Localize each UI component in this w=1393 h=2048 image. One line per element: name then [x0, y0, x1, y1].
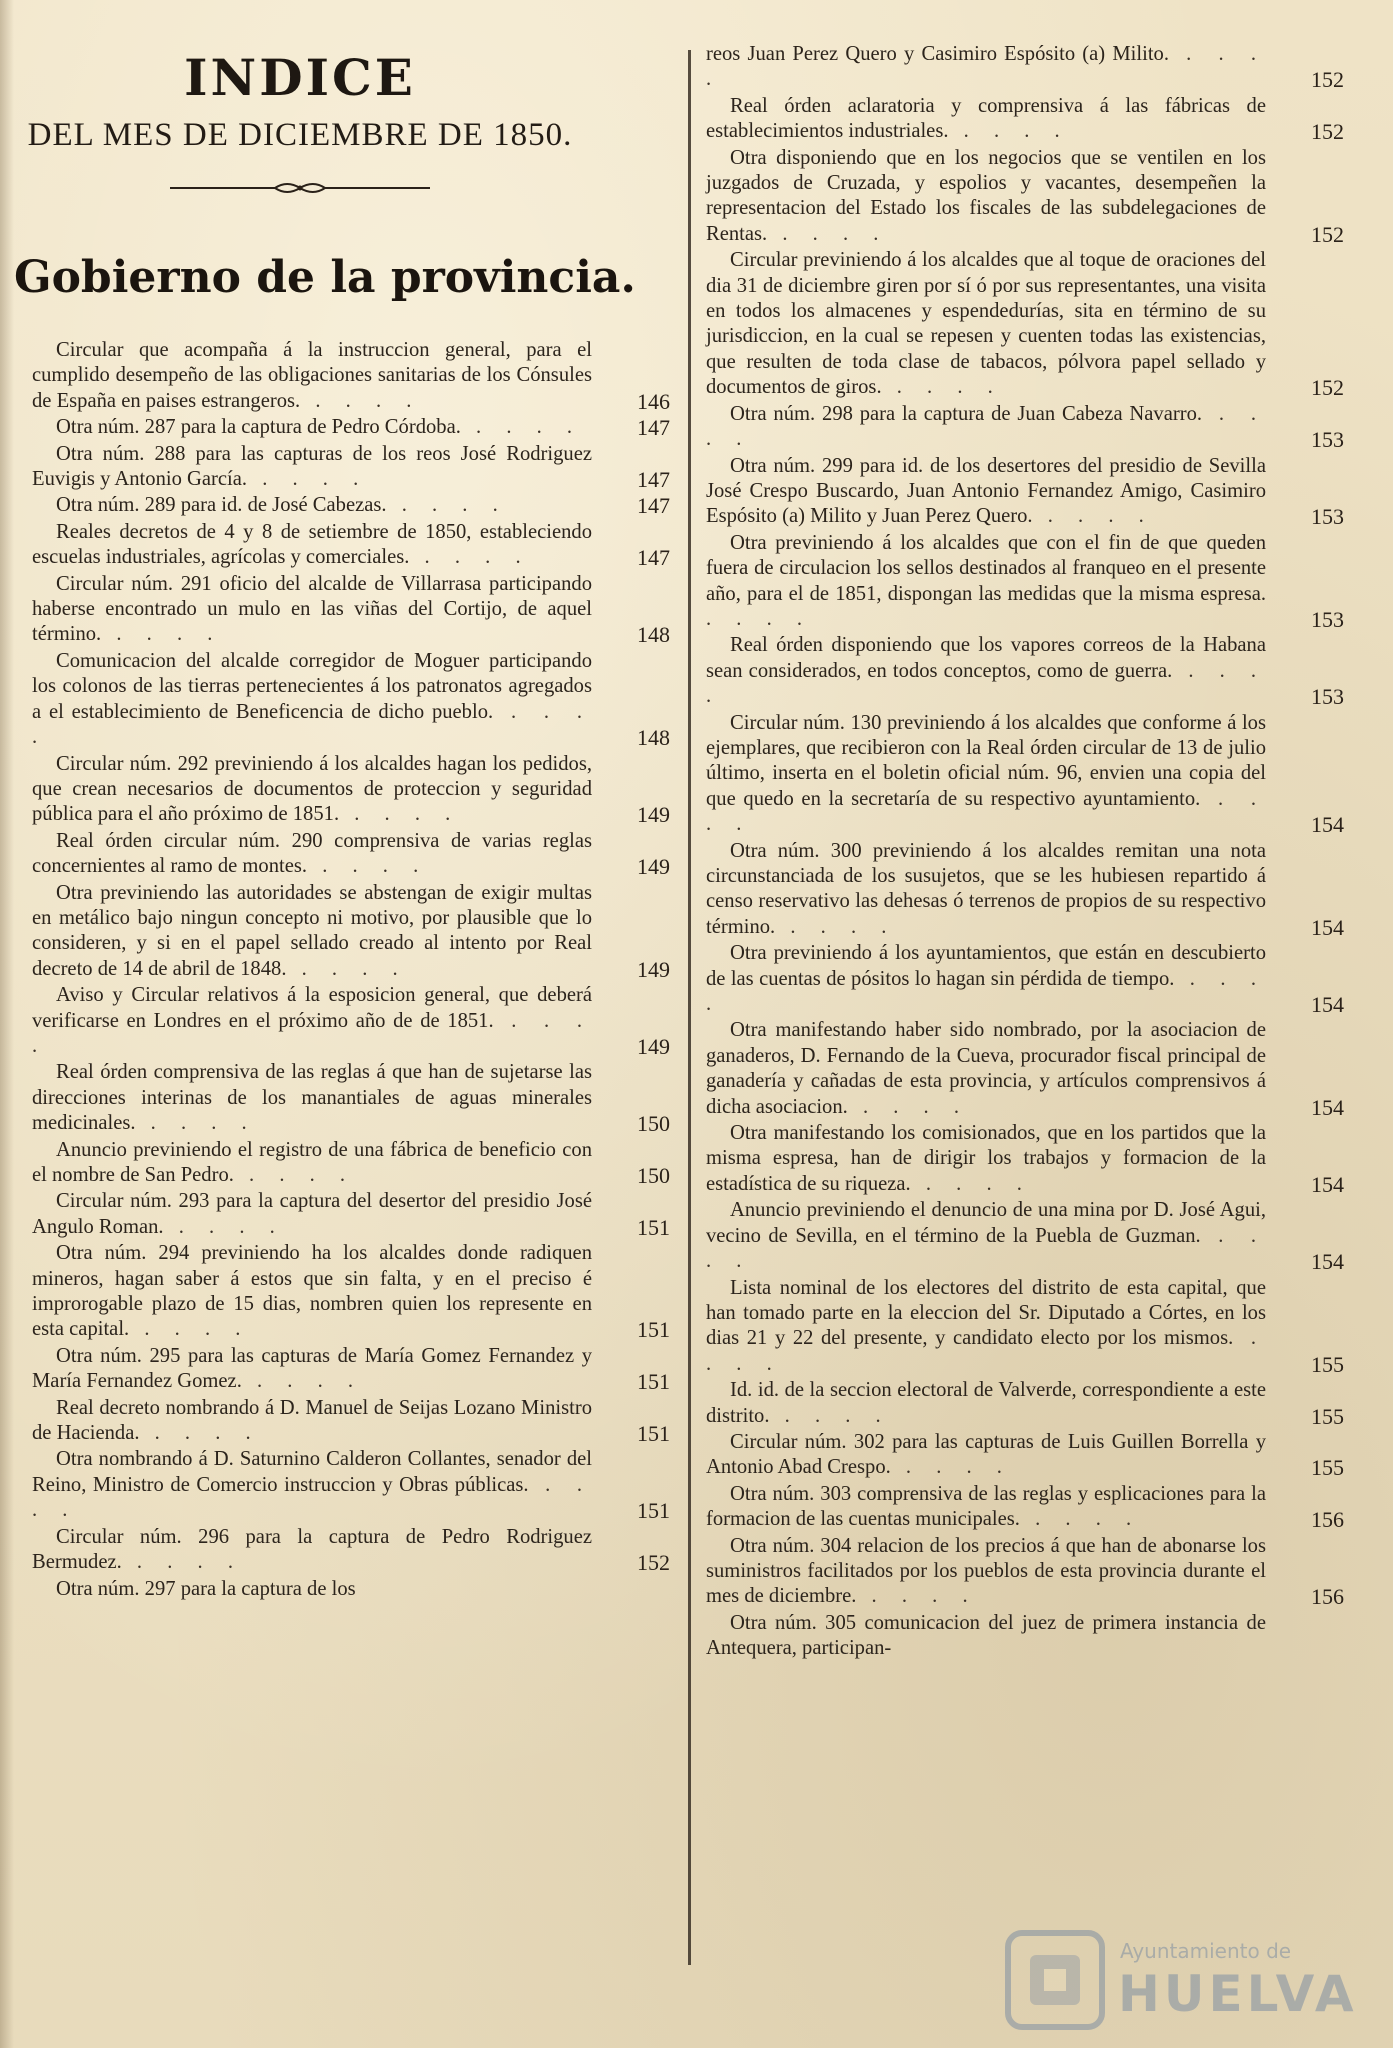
entry-text: Circular núm. 302 para las capturas de Luis Guillen Borrella y Antonio Abad Crespo.	[706, 1430, 1266, 1479]
entry-text: Otra núm. 298 para la captura de Juan Cabeza Navarro.	[730, 402, 1203, 425]
entry-text: Otra manifestando los comisionados, que en los partidos que la misma espresa, han de dirigir los trabajos y formacion de la estadística de su riqueza.	[706, 1122, 1266, 1195]
leader-dots: . . . .	[1032, 505, 1154, 528]
index-entry	[32, 1189, 670, 1240]
entry-page-number: 154	[1311, 992, 1344, 1018]
index-entry	[32, 1577, 592, 1602]
leader-dots: . . . .	[881, 376, 1003, 399]
entry-text: Circular que acompaña á la instruccion general, para el cumplido desempeño de las obligaciones sanitarias de los Cónsules de España en paises estrangeros.	[32, 339, 592, 412]
index-entry	[32, 338, 670, 414]
index-entry	[32, 1060, 670, 1137]
leader-dots: . . . .	[706, 607, 813, 630]
column-divider	[688, 50, 691, 1965]
leader-dots: . . . .	[706, 43, 1267, 91]
entry-page-number: 147	[637, 545, 670, 571]
entry-page-number: 154	[1311, 1094, 1344, 1120]
entry-text: Circular núm. 293 para la captura del desertor del presidio José Angulo Roman.	[32, 1190, 592, 1238]
index-entry	[706, 454, 1344, 530]
entry-page-number: 154	[1311, 812, 1344, 838]
watermark-line-2: HUELVA	[1118, 1965, 1358, 2023]
entry-text: Circular núm. 291 oficio del alcalde de Villarrasa participando haberse encontrado un mulo en las viñas del Cortijo, de aquel término.	[32, 572, 592, 646]
entry-page-number: 151	[637, 1317, 670, 1343]
leader-dots: . . . .	[32, 1009, 592, 1057]
entry-page-number: 153	[1311, 504, 1344, 530]
entry-text: Reales decretos de 4 y 8 de setiembre de 1850, estableciendo escuelas industriales, agrícolas y comerciales.	[32, 520, 592, 569]
entry-page-number: 147	[637, 493, 670, 519]
leader-dots: . . . .	[706, 659, 1267, 708]
entry-text: Id. id. de la seccion electoral de Valverde, correspondiente a este distrito.	[706, 1379, 1266, 1427]
entry-page-number: 149	[637, 854, 670, 880]
leader-dots: . . . .	[856, 1585, 978, 1608]
entry-text: Otra previniendo á los alcaldes que con el fin de que queden fuera de circulacion los sellos destinados al franqueo en el presente año, para el de 1851, dispongan las medidas que la misma espresa.	[706, 531, 1266, 605]
watermark	[1000, 1925, 1360, 2035]
leader-dots: . . . .	[767, 222, 889, 245]
index-entry	[706, 1430, 1344, 1481]
entry-text: Otra nombrando á D. Saturnino Calderon Collantes, senador del Reino, Ministro de Comercio instruccion y Obras públicas.	[32, 1448, 592, 1496]
leader-dots: . . . .	[32, 1473, 593, 1522]
leader-dots: . . . .	[706, 967, 1267, 1016]
index-entry	[706, 248, 1344, 401]
leader-dots: . . . .	[386, 494, 508, 517]
entry-text: Circular previniendo á los alcaldes que al toque de oraciones del dia 31 de diciembre giren por sí ó por sus representantes, una visita en todos los almacenes y espendedurías, sita en término de su jurisdiccion, en la cual se repesen y cuenten todas las existencias, que resulten de toda clase de tabacos, pólvora papel sellado y documentos de giros.	[706, 249, 1266, 399]
right-column	[706, 42, 1344, 1663]
index-entry	[32, 415, 670, 441]
index-entry	[706, 1534, 1344, 1610]
index-entry	[706, 941, 1344, 1018]
entry-page-number: 147	[637, 467, 670, 493]
entry-page-number: 149	[637, 802, 670, 828]
leader-dots: . . . .	[339, 803, 461, 826]
entry-page-number: 153	[1311, 427, 1344, 453]
entry-text: Otra núm. 288 para las capturas de los reos José Rodriguez Euvigis y Antonio García.	[32, 442, 592, 491]
index-entry	[706, 1018, 1344, 1120]
entry-text: Circular núm. 296 para la captura de Pedro Rodriguez Bermudez.	[32, 1525, 592, 1574]
ornament-divider	[170, 180, 430, 196]
index-entry	[32, 829, 670, 880]
entry-text: Otra núm. 287 para la captura de Pedro Córdoba.	[56, 416, 461, 439]
page-title: INDICE	[184, 48, 416, 107]
leader-dots: . . . .	[32, 700, 593, 749]
entry-page-number: 150	[637, 1163, 670, 1188]
page-subtitle: DEL MES DE DICIEMBRE DE 1850.	[27, 117, 573, 153]
entry-page-number: 152	[1311, 221, 1344, 247]
entry-text: Real órden aclaratoria y comprensiva á las fábricas de establecimientos industriales.	[706, 94, 1266, 143]
index-entry	[706, 94, 1344, 145]
entry-page-number: 152	[1311, 67, 1344, 93]
index-entry	[32, 493, 670, 519]
leader-dots: . . . .	[948, 120, 1070, 143]
entry-page-number: 156	[1311, 1584, 1344, 1610]
index-entry	[706, 1482, 1344, 1533]
index-entry	[706, 1378, 1344, 1429]
entry-page-number: 152	[637, 1550, 670, 1576]
leader-dots: . . . .	[890, 1456, 1012, 1479]
entry-text: Real órden disponiendo que los vapores correos de la Habana sean considerados, en todos conceptos, como de guerra.	[706, 634, 1266, 682]
leader-dots: . . . .	[409, 546, 531, 569]
leader-dots: . . . .	[706, 1224, 1266, 1273]
index-entry	[32, 1241, 670, 1343]
entry-page-number: 155	[1311, 1351, 1344, 1377]
leader-dots: . . . .	[241, 1370, 364, 1393]
leader-dots: . . . .	[129, 1318, 251, 1341]
index-entry	[706, 402, 1344, 453]
leader-dots: . . . .	[135, 1112, 257, 1135]
index-entry	[32, 752, 670, 828]
entry-text: Circular núm. 292 previniendo á los alcaldes hagan los pedidos, que crean necesarios de documentos de proteccion y seguridad pública para el año próximo de 1851.	[32, 752, 592, 826]
index-entry	[32, 983, 670, 1059]
city-emblem-icon	[1000, 1925, 1110, 2035]
entry-text: Otra previniendo á los ayuntamientos, que están en descubierto de las cuentas de pósitos lo hagan sin pérdida de tiempo.	[706, 942, 1266, 990]
index-entry	[706, 839, 1344, 941]
leader-dots: . . . .	[910, 1172, 1032, 1195]
entry-page-number: 151	[637, 1498, 670, 1524]
entry-text: Otra núm. 297 para la captura de los	[56, 1577, 356, 1600]
index-entry	[32, 649, 670, 751]
leader-dots: . . . .	[233, 1164, 356, 1186]
leader-dots: . . . .	[121, 1551, 243, 1574]
entry-text: Otra núm. 294 previniendo ha los alcaldes donde radiquen mineros, hagan saber á estos que sin falta, y en el preciso é improrogable plazo de 15 dias, nombren quien los represente en esta capital.	[32, 1242, 592, 1341]
entry-page-number: 152	[1311, 375, 1344, 401]
index-entry	[706, 42, 1344, 93]
entry-page-number: 154	[1311, 914, 1344, 940]
leader-dots: . . . .	[706, 787, 1266, 836]
entry-text: Otra núm. 305 comunicacion del juez de primera instancia de Antequera, participan-	[706, 1611, 1266, 1660]
index-header	[0, 48, 600, 200]
entry-text: Circular núm. 130 previniendo á los alcaldes que conforme á los ejemplares, que recibieron con la Real órden circular de 13 de julio último, inserta en el boletin oficial núm. 96, envien una copia del que quedo en la secretaría de su respectivo ayuntamiento.	[706, 711, 1266, 810]
leader-dots: . . . .	[247, 468, 369, 491]
entry-text: Anuncio previniendo el denuncio de una mina por D. José Agui, vecino de Sevilla, en el término de la Puebla de Guzman.	[706, 1199, 1266, 1247]
entry-text: Otra núm. 300 previniendo á los alcaldes remitan una nota circunstanciada de los susujetos, que se les hubiesen repartido á censo reservativo las dehesas ó terrenos de propios de su respectivo término.	[706, 839, 1266, 938]
section-title: Gobierno de la provincia.	[14, 252, 636, 303]
entry-page-number: 153	[1311, 684, 1344, 710]
entry-text: Otra núm. 295 para las capturas de María Gomez Fernandez y María Fernandez Gomez.	[32, 1344, 592, 1393]
leader-dots: . . . .	[139, 1422, 261, 1445]
page-fold-shadow	[0, 0, 14, 2048]
entry-page-number: 151	[637, 1421, 670, 1447]
index-entry	[32, 881, 670, 983]
left-column	[32, 338, 670, 1603]
index-entry	[706, 711, 1344, 838]
entry-page-number: 147	[637, 415, 670, 441]
entry-page-number: 146	[637, 388, 670, 414]
entry-page-number: 149	[637, 1033, 670, 1059]
index-entry	[706, 1611, 1266, 1662]
entry-page-number: 153	[1311, 606, 1344, 632]
index-entry	[32, 442, 670, 493]
entry-text: Otra disponiendo que en los negocios que se ventilen en los juzgados de Cruzada, y espolios y vacantes, desempeñen la representacion del Estado los fiscales de las subdelegaciones de Rentas.	[706, 146, 1266, 245]
entry-text: Lista nominal de los electores del distrito de esta capital, que han tomado parte en la eleccion del Sr. Diputado a Córtes, en los dias 21 y 22 del presente, y candidato electo por los mismos.	[706, 1276, 1266, 1350]
index-entry	[32, 1447, 670, 1524]
entry-text: Otra manifestando haber sido nombrado, por la asociacion de ganaderos, D. Fernando de la Cueva, procurador fiscal principal de ganadería y cañadas de esta provincia, y artículos comprensivos á dicha asociacion.	[706, 1019, 1266, 1118]
entry-page-number: 155	[1311, 1455, 1344, 1481]
entry-text: Otra previniendo las autoridades se abstengan de exigir multas en metálico bajo ningun concepto ni motivo, por plausible que lo consideren, y si en el papel sellado creado al intento por Real decreto de 14 de abril de 1848.	[32, 881, 592, 980]
entry-text: Otra núm. 299 para id. de los desertores del presidio de Sevilla José Crespo Buscardo, Juan Antonio Fernandez Amigo, Casimiro Espósito (a) Milito y Juan Perez Quero.	[706, 454, 1266, 528]
leader-dots: . . . .	[163, 1215, 285, 1238]
entry-page-number: 148	[637, 725, 670, 751]
index-entry	[706, 531, 1344, 633]
watermark-line-1: Ayuntamiento de	[1120, 1939, 1292, 1963]
leader-dots: . . . .	[769, 1404, 891, 1427]
index-entry	[32, 1396, 670, 1447]
entry-page-number: 154	[1311, 1171, 1344, 1197]
entry-text: Aviso y Circular relativos á la esposicion general, que deberá verificarse en Londres en el próximo año de de 1851.	[32, 984, 592, 1032]
entry-text: Otra núm. 289 para id. de José Cabezas.	[56, 494, 387, 517]
index-entry	[32, 520, 670, 571]
entry-text: Real órden comprensiva de las reglas á que han de sujetarse las direcciones interinas de los manantiales de aguas minerales medicinales.	[32, 1061, 592, 1135]
entry-text: Real órden circular núm. 290 comprensiva de varias reglas concernientes al ramo de montes.	[32, 829, 592, 878]
leader-dots: . . . .	[101, 623, 223, 646]
leader-dots: . . . .	[706, 402, 1266, 451]
entry-page-number: 156	[1311, 1507, 1344, 1533]
index-entry	[32, 1344, 670, 1395]
index-entry	[32, 1138, 670, 1189]
leader-dots: . . . .	[460, 416, 583, 439]
index-entry	[32, 1525, 670, 1576]
index-entry	[706, 146, 1344, 248]
entry-page-number: 151	[637, 1214, 670, 1240]
entry-page-number: 152	[1311, 119, 1344, 145]
leader-dots: . . . .	[307, 855, 429, 878]
entry-page-number: 150	[637, 1111, 670, 1137]
leader-dots: . . . .	[286, 957, 408, 980]
entry-page-number: 148	[637, 622, 670, 648]
index-entry	[706, 1121, 1344, 1197]
entry-text: Otra núm. 303 comprensiva de las reglas y esplicaciones para la formacion de las cuentas municipales.	[706, 1482, 1266, 1531]
leader-dots: . . . .	[847, 1095, 969, 1118]
leader-dots: . . . .	[1019, 1508, 1142, 1531]
entry-text: Otra núm. 304 relacion de los precios á que han de abonarse los suministros facilitados por los pueblos de esta provincia durante el mes de diciembre.	[706, 1534, 1266, 1608]
leader-dots: . . . .	[706, 1327, 1267, 1375]
leader-dots: . . . .	[775, 915, 897, 938]
index-entry	[706, 1276, 1344, 1378]
leader-dots: . . . .	[300, 389, 422, 412]
entry-page-number: 155	[1311, 1403, 1344, 1429]
entry-text: reos Juan Perez Quero y Casimiro Espósito (a) Milito.	[706, 43, 1169, 65]
entry-text: Real decreto nombrando á D. Manuel de Seijas Lozano Ministro de Hacienda.	[32, 1396, 592, 1445]
entry-page-number: 149	[637, 956, 670, 982]
entry-text: Comunicacion del alcalde corregidor de Moguer participando los colonos de las tierras pertenecientes á los patronatos agregados a el establecimiento de Beneficencia de dicho pueblo.	[32, 649, 592, 723]
entry-text: Anuncio previniendo el registro de una fábrica de beneficio con el nombre de San Pedro.	[32, 1138, 592, 1186]
index-entry	[706, 1198, 1344, 1275]
entry-page-number: 151	[637, 1369, 670, 1395]
index-entry	[32, 572, 670, 648]
index-entry	[706, 633, 1344, 710]
entry-page-number: 154	[1311, 1249, 1344, 1275]
